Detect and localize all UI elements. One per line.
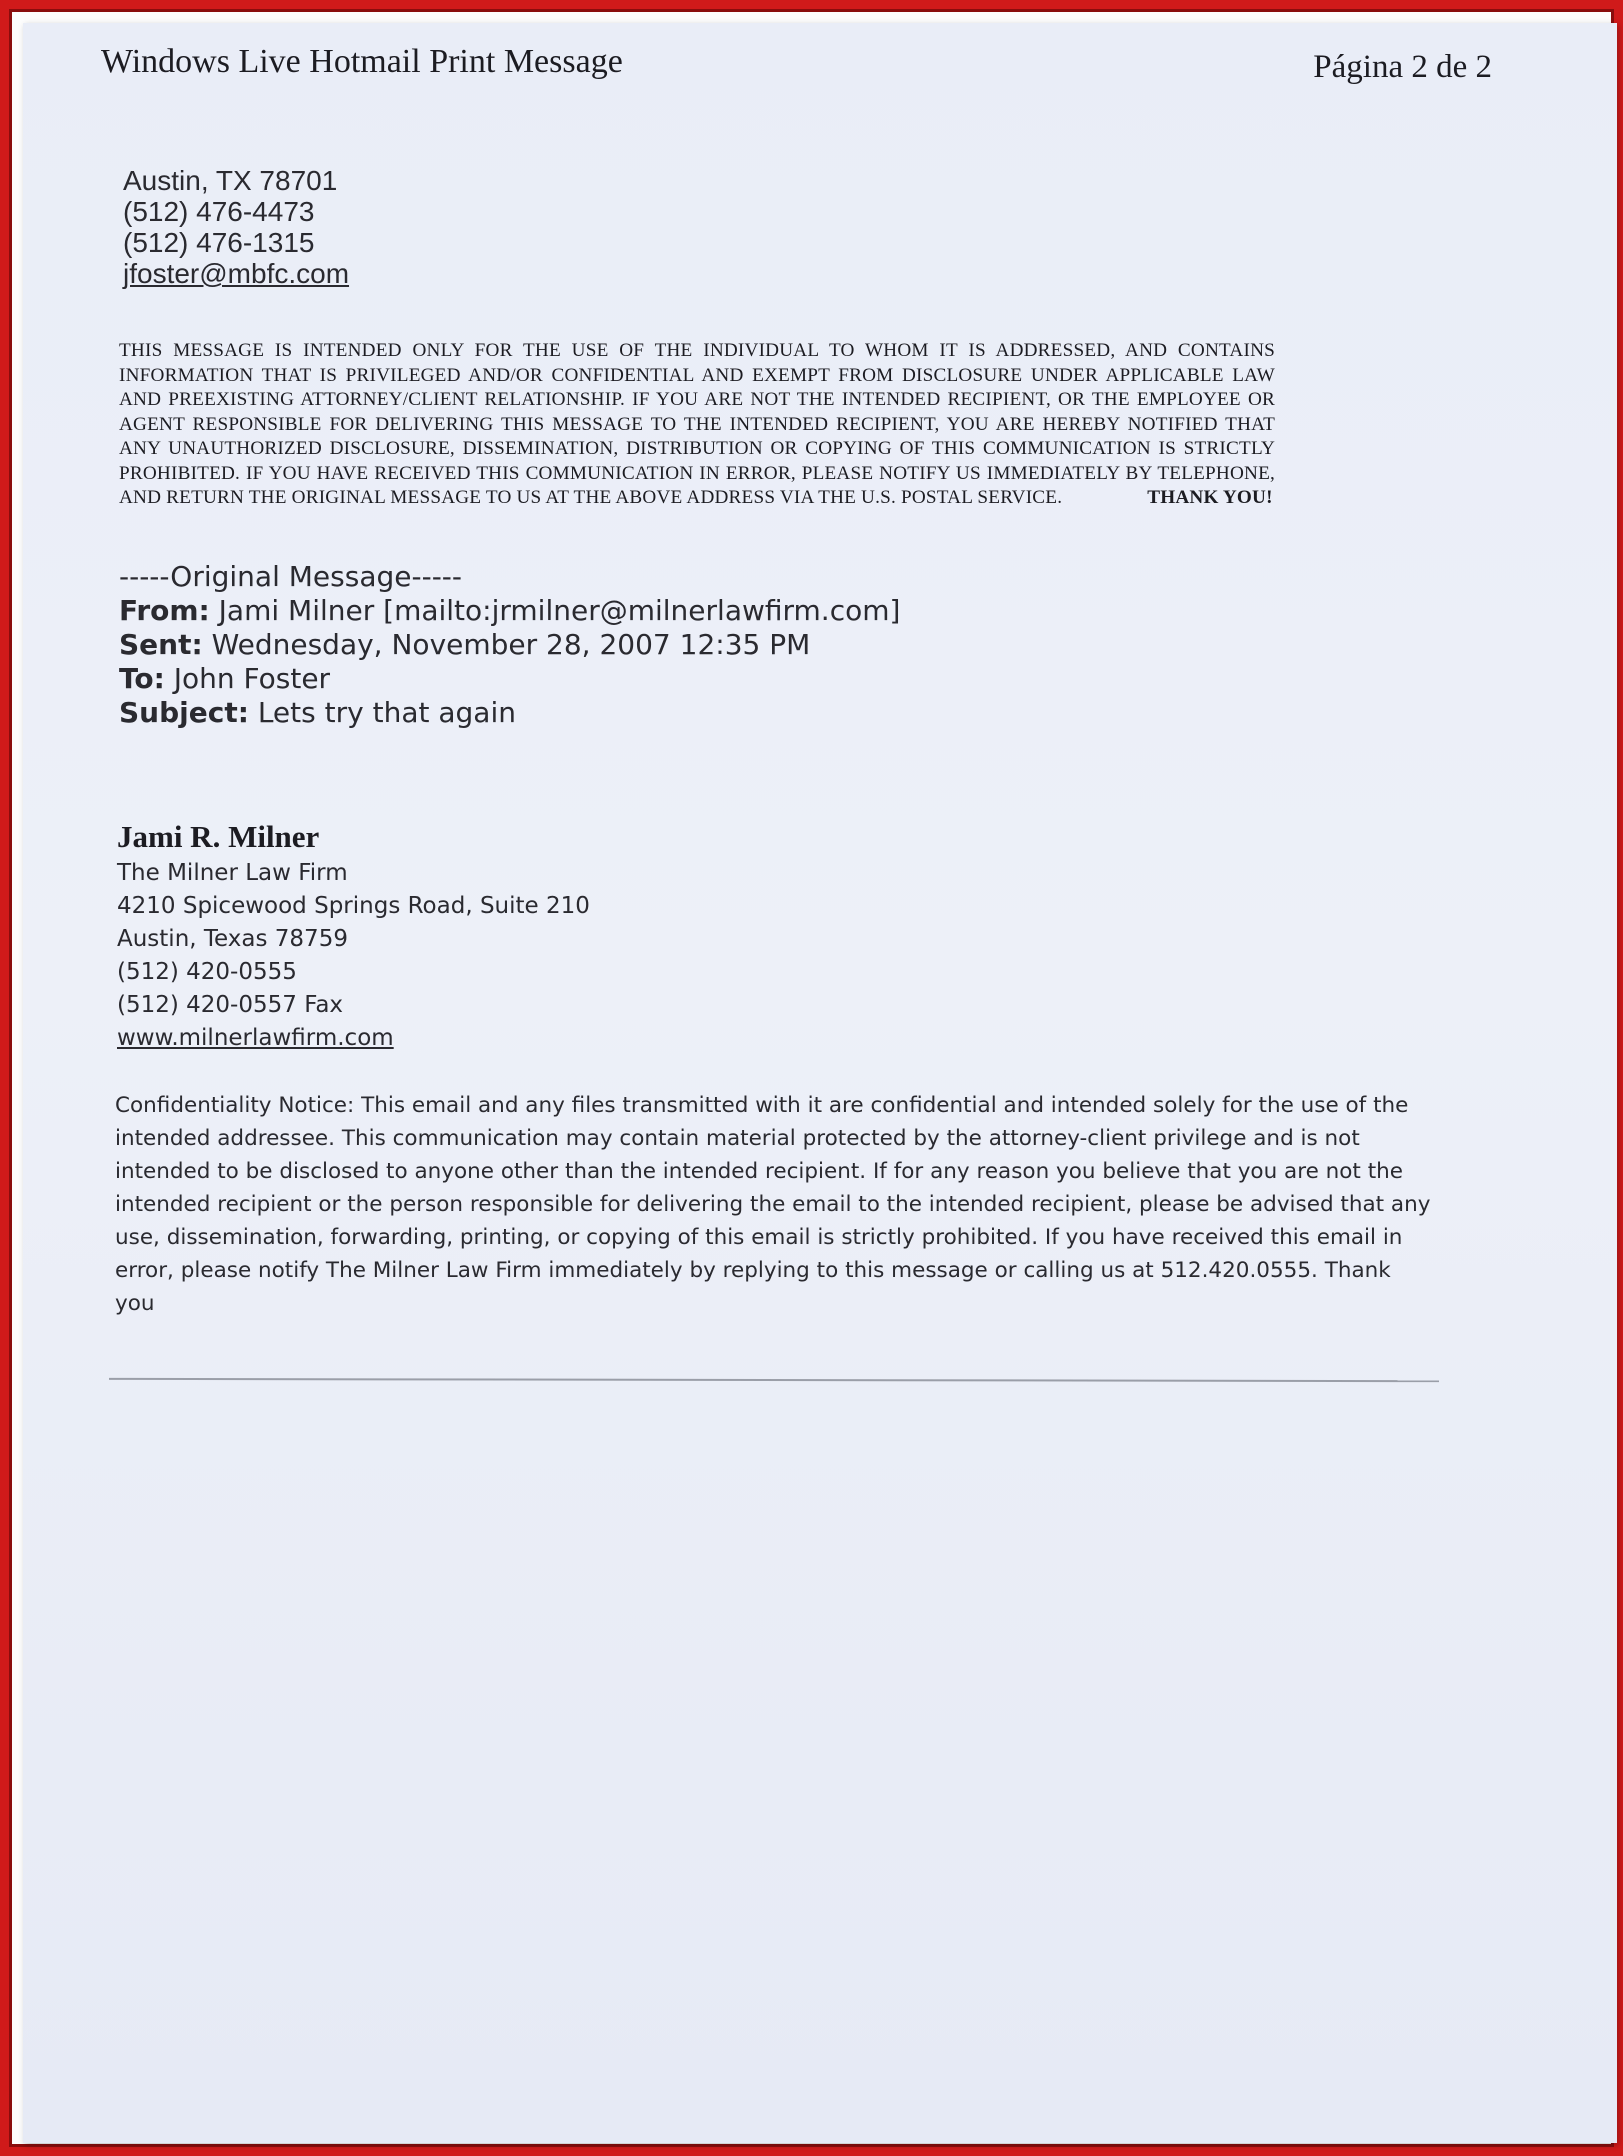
sender-phone-1: (512) 476-4473 [123, 196, 315, 227]
print-header-title: Windows Live Hotmail Print Message [101, 43, 623, 80]
sender-email-link[interactable]: jfoster@mbfc.com [123, 258, 350, 289]
legal-disclaimer [119, 339, 1275, 511]
signature-city: Austin, Texas 78759 [117, 926, 348, 952]
sent-label: Sent: [119, 628, 203, 661]
original-message-header [119, 560, 900, 730]
signature-firm: The Milner Law Firm [117, 860, 348, 886]
signature-name: Jami R. Milner [117, 819, 320, 854]
legal-disclaimer-thanks: THANK YOU! [1147, 487, 1273, 508]
message-divider [109, 1378, 1439, 1382]
signature-street: 4210 Spicewood Springs Road, Suite 210 [117, 893, 590, 919]
page-number: Página 2 de 2 [1313, 49, 1492, 85]
from-label: From: [119, 594, 210, 627]
sent-value: Wednesday, November 28, 2007 12:35 PM [211, 628, 811, 661]
to-value: John Foster [173, 662, 331, 695]
legal-disclaimer-text: THIS MESSAGE IS INTENDED ONLY FOR THE USE OF THE INDIVIDUAL TO WHOM IT IS ADDRESSED, AND CONTAINS INFORMATION THAT IS PRIVILEGED AND/OR CONFIDENTIAL AND EXEMPT FROM DISCLOSURE UNDER APPLICABLE LAW AND PREEXISTING ATTORNEY/CLIENT RELATIONSHIP. IF YOU ARE NOT THE INTENDED RECIPIENT, OR THE EMPLOYEE OR AGENT RESPONSIBLE FOR DELIVERING THIS MESSAGE TO THE INTENDED RECIPIENT, YOU ARE HEREBY NOTIFIED THAT ANY UNAUTHORIZED DISCLOSURE, DISSEMINATION, DISTRIBUTION OR COPYING OF THIS COMMUNICATION IS STRICTLY PROHIBITED. IF YOU HAVE RECEIVED THIS COMMUNICATION IN ERROR, PLEASE NOTIFY US IMMEDIATELY BY TELEPHONE, AND RETURN THE ORIGINAL MESSAGE TO US AT THE ABOVE ADDRESS VIA THE U.S. POSTAL SERVICE. [119, 340, 1275, 508]
subject-line [119, 696, 900, 730]
signature-website-link[interactable]: www.milnerlawfirm.com [117, 1025, 394, 1051]
original-message-separator: -----Original Message----- [119, 560, 462, 593]
confidentiality-notice: Confidentiality Notice: This email and any files transmitted with it are confidential and intended solely for the use of the intended addressee. This communication may contain material protected by the attorney-client privilege and is not intended to be disclosed to anyone other than the intended recipient. If for any reason you believe that you are not the intended recipient or the person responsible for delivering the email to the intended recipient, please be advised that any use, dissemination, forwarding, printing, or copying of this email is strictly prohibited. If you have received this email in error, please notify The Milner Law Firm immediately by replying to this message or calling us at 512.420.0555. Thank you [115, 1093, 1431, 1316]
to-label: To: [119, 662, 165, 695]
sender-contact-block [123, 165, 349, 289]
from-line [119, 594, 900, 628]
signature-block [117, 857, 590, 1055]
subject-label: Subject: [119, 696, 249, 729]
sender-phone-2: (512) 476-1315 [123, 227, 315, 258]
sent-line [119, 628, 900, 662]
subject-value: Lets try that again [257, 696, 516, 729]
to-line [119, 662, 900, 696]
from-value: Jami Milner [mailto:jrmilner@milnerlawfirm.com] [218, 594, 901, 627]
signature-fax: (512) 420-0557 Fax [117, 992, 344, 1018]
sender-city: Austin, TX 78701 [123, 165, 338, 196]
signature-phone: (512) 420-0555 [117, 959, 297, 985]
printed-page [23, 23, 1617, 2143]
